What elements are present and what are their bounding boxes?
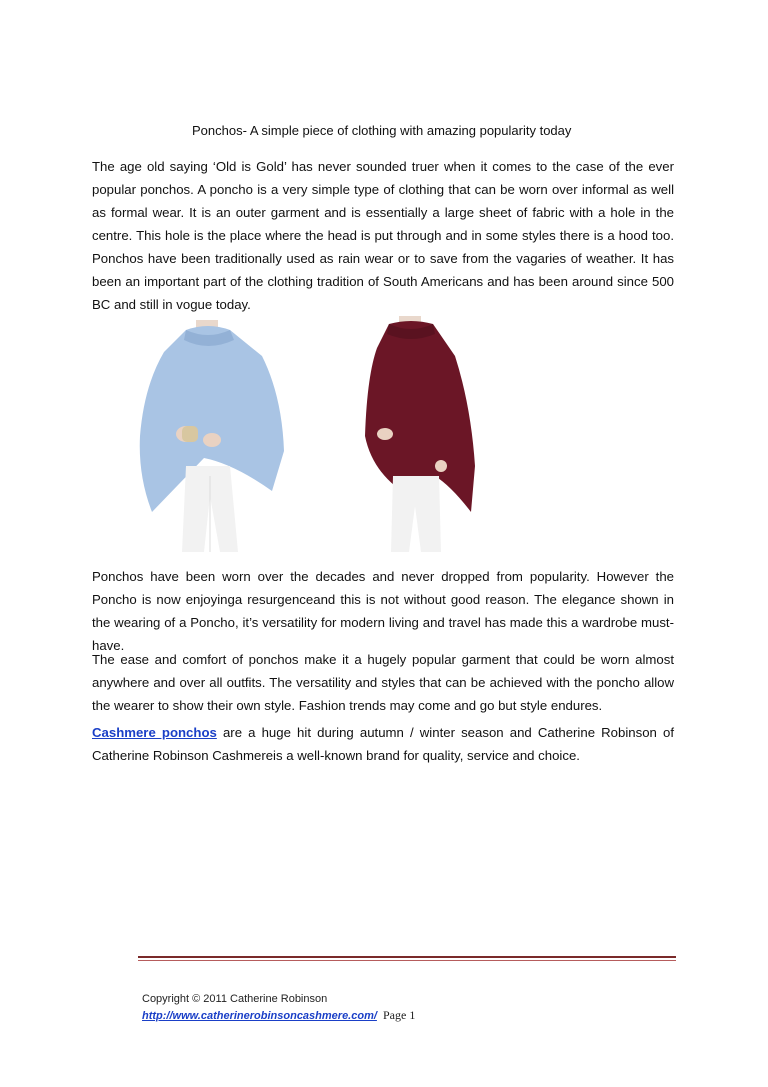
- footer-copyright: Copyright © 2011 Catherine Robinson: [142, 993, 328, 1005]
- paragraph-intro: The age old saying ‘Old is Gold’ has never sounded truer when it comes to the case of the ever popular ponchos. A poncho is a very simple type of clothing that can be worn over informal as well as formal wear. It is an outer garment and is essentially a large sheet of fabric with a hole in the centre. This hole is the place where the head is put through and in some styles there is a hood too. Ponchos have been traditionally used as rain wear or to save from the vagaries of weather. It has been an important part of the clothing tradition of South Americans and has been around since 500 BC and still in vogue today.: [92, 159, 674, 312]
- footer-website-link[interactable]: http://www.catherinerobinsoncashmere.com/: [142, 1010, 377, 1022]
- cashmere-ponchos-link[interactable]: Cashmere ponchos: [92, 725, 217, 740]
- footer-divider-thin: [138, 960, 676, 961]
- paragraph-popularity: Ponchos have been worn over the decades and never dropped from popularity. However the Poncho is now enjoyinga resurgenceand this is not without good reason. The elegance shown in the wearing of a Poncho, it’s versatility for modern living and travel has made this a wardrobe must-have.: [92, 569, 674, 653]
- paragraph-cashmere-text: are a huge hit during autumn / winter season and Catherine Robinson of Catherine Robinson Cashmereis a well-known brand for quality, service and choice.: [92, 725, 674, 763]
- burgundy-poncho-image: [355, 316, 475, 552]
- paragraph-cashmere: [92, 721, 674, 767]
- blue-poncho-image: [134, 316, 284, 552]
- paragraph-comfort: The ease and comfort of ponchos make it a hugely popular garment that could be worn almost anywhere and over all outfits. The versatility and styles that can be achieved with the poncho allow the wearer to show their own style. Fashion trends may come and go but style endures.: [92, 652, 674, 713]
- document-title: Ponchos- A simple piece of clothing with amazing popularity today: [192, 123, 572, 138]
- page-number: Page 1: [383, 1008, 416, 1022]
- footer-divider: [138, 956, 676, 958]
